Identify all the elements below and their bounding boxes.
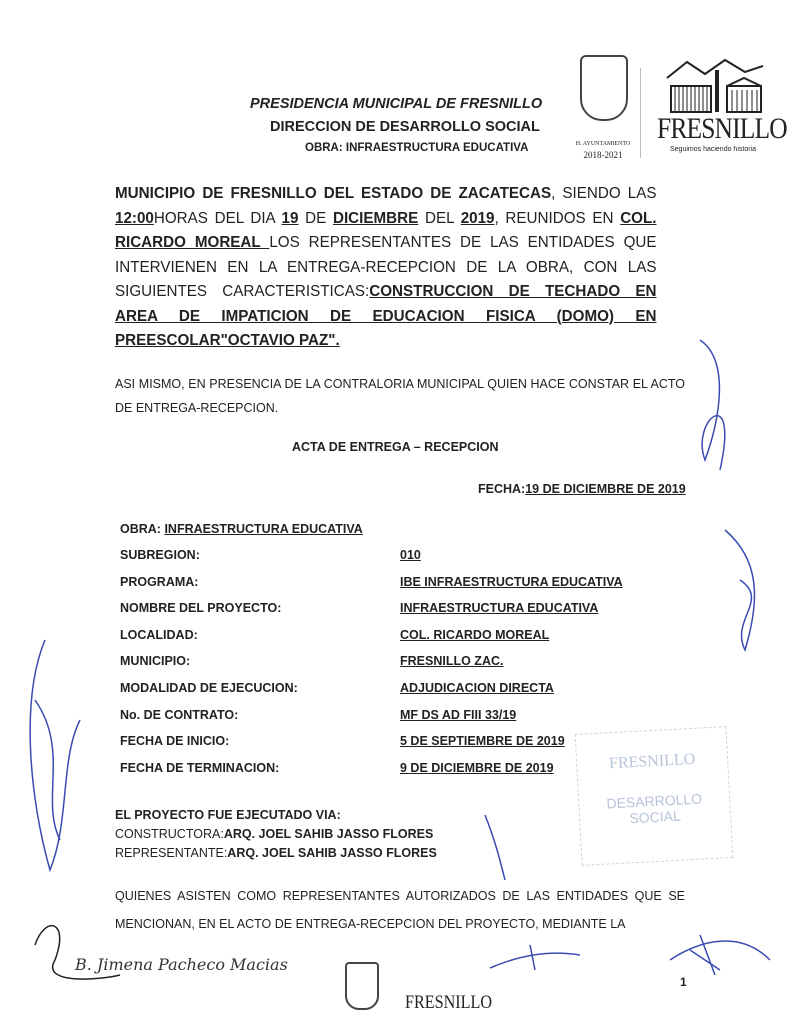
fecha-line xyxy=(478,482,686,496)
intro-text: , SIENDO LAS xyxy=(551,185,657,202)
header-obra: OBRA: INFRAESTRUCTURA EDUCATIVA xyxy=(305,142,529,154)
detail-row xyxy=(120,601,623,628)
seal-caption: H. AYUNTAMIENTO xyxy=(575,141,631,147)
intro-text: , REUNIDOS EN xyxy=(494,209,621,227)
intro-work: CONSTRUCCION DE TECHADO EN AREA DE IMPATICION DE EDUCACION FISICA (DOMO) EN PREESCOLAR"OCTAVIO PAZ". xyxy=(115,283,657,349)
contraloria-paragraph: ASI MISMO, EN PRESENCIA DE LA CONTRALORIA MUNICIPAL QUIEN HACE CONSTAR EL ACTO DE ENTREGA-RECEPCION. xyxy=(115,377,685,415)
detail-row xyxy=(120,628,623,655)
representante-line xyxy=(115,844,437,863)
detail-value: ADJUDICACION DIRECTA xyxy=(400,680,554,695)
header-subtitle: DIRECCION DE DESARROLLO SOCIAL xyxy=(270,119,540,135)
intro-place: COL. RICARDO MOREAL xyxy=(115,209,657,251)
detail-value: INFRAESTRUCTURA EDUCATIVA xyxy=(400,601,599,616)
details-table xyxy=(120,548,623,787)
constructora-label: CONSTRUCTORA: xyxy=(115,827,224,841)
footer-seal-icon xyxy=(345,962,379,1010)
acta-title: ACTA DE ENTREGA – RECEPCION xyxy=(292,440,499,454)
detail-value: 5 DE SEPTIEMBRE DE 2019 xyxy=(400,734,565,749)
detail-label: MODALIDAD DE EJECUCION: xyxy=(120,680,298,695)
intro-time: 12:00 xyxy=(115,209,154,227)
detail-value: 9 DE DICIEMBRE DE 2019 xyxy=(400,760,554,775)
detail-label: LOCALIDAD: xyxy=(120,627,198,642)
detail-row xyxy=(120,575,623,602)
intro-text: DE xyxy=(298,209,333,227)
detail-row xyxy=(120,681,623,708)
detail-value: 010 xyxy=(400,548,421,562)
intro-text: LOS REPRESENTANTES DE LAS ENTIDADES QUE INTERVIENEN EN LA ENTREGA-RECEPCION DE LA OBRA, CON LAS SIGUIENTES CARACTERISTICAS: xyxy=(115,234,657,300)
municipal-seal-icon xyxy=(580,55,628,121)
obra-label: OBRA: xyxy=(120,522,165,536)
representante-value: ARQ. JOEL SAHIB JASSO FLORES xyxy=(227,846,437,860)
official-stamp xyxy=(575,726,734,866)
fecha-value: 19 DE DICIEMBRE DE 2019 xyxy=(525,482,686,496)
detail-label: No. DE CONTRATO: xyxy=(120,707,239,722)
detail-row xyxy=(120,654,623,681)
obra-value: INFRAESTRUCTURA EDUCATIVA xyxy=(164,522,363,536)
detail-row xyxy=(120,548,623,575)
closing-paragraph: QUIENES ASISTEN COMO REPRESENTANTES AUTORIZADOS DE LAS ENTIDADES QUE SE MENCIONAN, EN EL ACTO DE ENTREGA-RECEPCION DEL PROYECTO, MEDIANTE LA xyxy=(115,889,685,931)
fecha-label: FECHA: xyxy=(478,482,526,496)
constructora-line xyxy=(115,825,437,844)
intro-day: 19 xyxy=(281,209,299,227)
fresnillo-logo-icon xyxy=(665,56,765,114)
detail-label: SUBREGION: xyxy=(120,548,200,562)
logo-divider xyxy=(640,68,641,158)
stamp-line2: DESARROLLO SOCIAL xyxy=(606,790,703,827)
detail-label: FECHA DE INICIO: xyxy=(120,734,230,749)
representante-label: REPRESENTANTE: xyxy=(115,846,228,860)
intro-year: 2019 xyxy=(460,209,495,227)
stamp-line1: FRESNILLO xyxy=(608,750,696,773)
detail-row xyxy=(120,761,623,788)
intro-month: DICIEMBRE xyxy=(332,209,419,227)
detail-label: FECHA DE TERMINACION: xyxy=(120,760,280,775)
header-title: PRESIDENCIA MUNICIPAL DE FRESNILLO xyxy=(250,96,543,112)
intro-text: DEL xyxy=(418,209,461,227)
detail-value: FRESNILLO ZAC. xyxy=(400,654,504,669)
detail-row xyxy=(120,734,623,761)
project-title: EL PROYECTO FUE EJECUTADO VIA: xyxy=(115,808,341,822)
detail-value: IBE INFRAESTRUCTURA EDUCATIVA xyxy=(400,574,623,589)
detail-value: MF DS AD FIII 33/19 xyxy=(400,707,517,722)
intro-text: HORAS DEL DIA xyxy=(153,209,282,227)
signature-name: B. Jimena Pacheco Macias xyxy=(75,955,288,974)
detail-label: PROGRAMA: xyxy=(120,574,199,589)
detail-label: MUNICIPIO: xyxy=(120,654,191,669)
obra-line xyxy=(120,522,363,536)
intro-paragraph xyxy=(115,182,657,354)
project-block xyxy=(115,806,437,863)
logo-wordmark: FRESNILLO xyxy=(657,112,787,145)
detail-value: COL. RICARDO MOREAL xyxy=(400,627,550,642)
detail-row xyxy=(120,708,623,735)
seal-years: 2018-2021 xyxy=(583,150,623,160)
intro-municipio: MUNICIPIO DE FRESNILLO DEL ESTADO DE ZACATECAS xyxy=(115,185,552,202)
detail-label: NOMBRE DEL PROYECTO: xyxy=(120,601,282,616)
logo-tagline: Seguimos haciendo historia xyxy=(670,146,756,153)
page-number: 1 xyxy=(680,975,687,989)
constructora-value: ARQ. JOEL SAHIB JASSO FLORES xyxy=(223,827,434,841)
footer-logo: FRESNILLO xyxy=(405,992,493,1013)
